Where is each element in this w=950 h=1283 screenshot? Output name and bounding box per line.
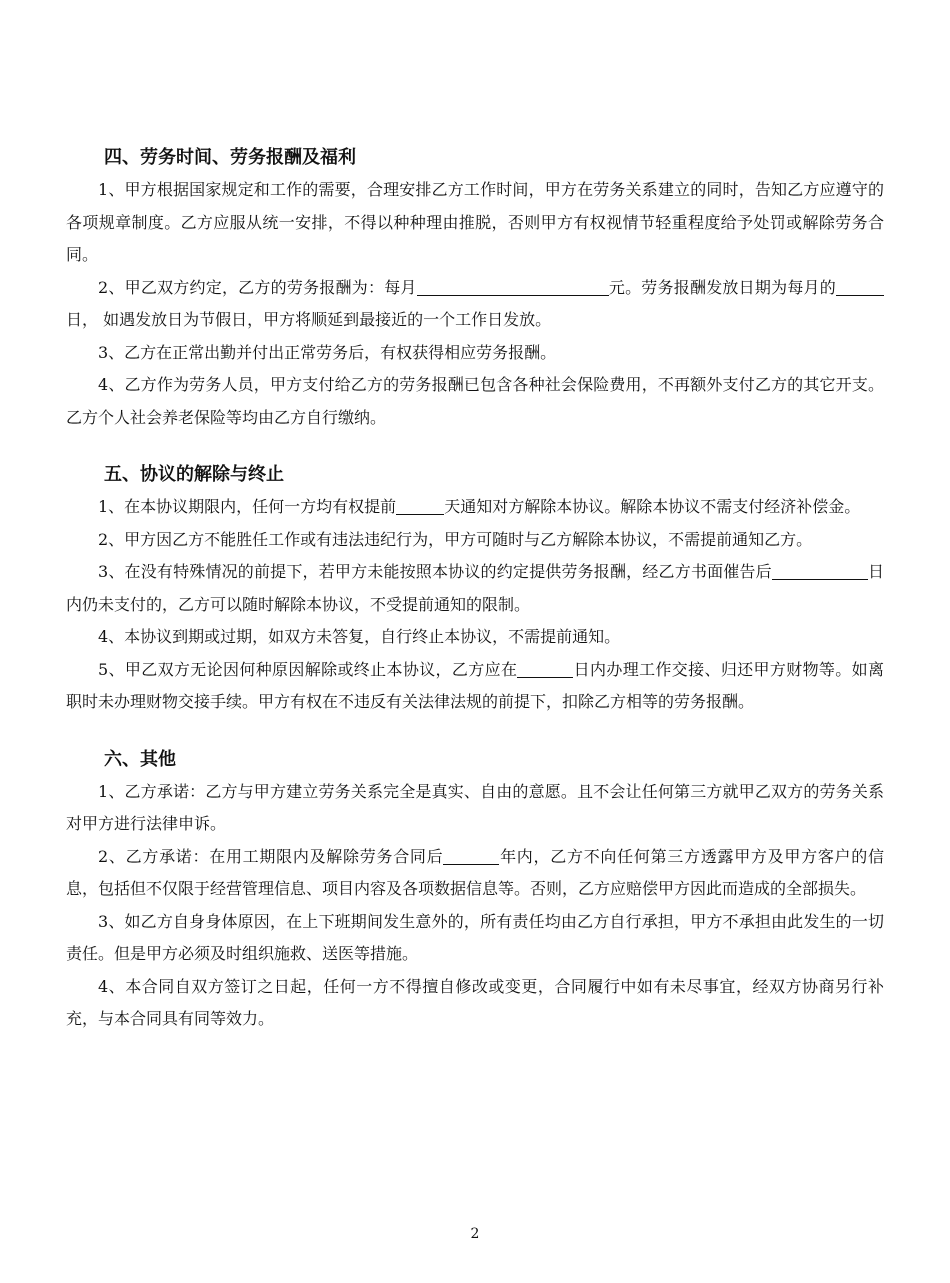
section-4 xyxy=(66,142,884,434)
section-title: 五、协议的解除与终止 xyxy=(104,464,284,485)
fill-in-blank xyxy=(396,500,444,515)
clause-paragraph xyxy=(66,337,884,370)
fill-in-blank xyxy=(836,281,884,296)
clause-text: 1、乙方承诺：乙方与甲方建立劳务关系完全是真实、自由的意愿。且不会让任何第三方就甲乙双方的劳务关系对甲方进行法律申诉。 xyxy=(66,781,884,833)
clause-text: 元。劳务报酬发放日期为每月的 xyxy=(608,277,836,297)
clause-text: 1、甲方根据国家规定和工作的需要，合理安排乙方工作时间，甲方在劳务关系建立的同时，告知乙方应遵守的各项规章制度。乙方应服从统一安排，不得以种种理由推脱，否则甲方有权视情节轻重程度给予处罚或解除劳务合同。 xyxy=(66,180,884,264)
fill-in-blank xyxy=(443,850,499,865)
clause-text: 2、乙方承诺：在用工期限内及解除劳务合同后 xyxy=(98,846,444,866)
section-title: 六、其他 xyxy=(104,748,176,770)
clause-paragraph xyxy=(66,272,884,337)
clause-paragraph xyxy=(66,556,884,621)
clause-text: 4、乙方作为劳务人员，甲方支付给乙方的劳务报酬已包含各种社会保险费用，不再额外支付乙方的其它开支。乙方个人社会养老保险等均由乙方自行缴纳。 xyxy=(66,375,884,427)
clause-text: 2、甲乙双方约定，乙方的劳务报酬为：每月 xyxy=(98,277,417,297)
clause-paragraph xyxy=(66,621,884,654)
document-body xyxy=(66,142,884,1036)
clause-text: 3、如乙方自身身体原因，在上下班期间发生意外的，所有责任均由乙方自行承担，甲方不承担由此发生的一切责任。但是甲方必须及时组织施救、送医等措施。 xyxy=(66,911,884,963)
clause-paragraph xyxy=(66,841,884,906)
clause-paragraph xyxy=(66,369,884,434)
clause-paragraph xyxy=(66,906,884,971)
clause-paragraph xyxy=(66,491,884,524)
clause-paragraph xyxy=(66,971,884,1036)
clause-paragraph xyxy=(66,776,884,841)
fill-in-blank xyxy=(772,565,868,580)
section-6 xyxy=(66,744,884,1036)
section-5 xyxy=(66,459,884,719)
clause-paragraph xyxy=(66,174,884,272)
clause-text: 1、在本协议期限内，任何一方均有权提前 xyxy=(98,497,397,516)
clause-text: 天通知对方解除本协议。解除本协议不需支付经济补偿金。 xyxy=(444,497,861,516)
clause-text: 日， 如遇发放日为节假日，甲方将顺延到最接近的一个工作日发放。 xyxy=(66,310,552,329)
fill-in-blank xyxy=(417,281,609,296)
clause-text: 年内，乙方不向任何第三方透露甲方及甲方客户的信息，包括但不仅限于经营管理信息、项目内容及各项数据信息等。否则，乙方应赔偿甲方因此而造成的全部损失。 xyxy=(66,846,884,898)
section-title: 四、劳务时间、劳务报酬及福利 xyxy=(104,147,356,168)
clause-paragraph xyxy=(66,654,884,719)
clause-text: 日内办理工作交接、归还甲方财物等。如离职时未办理财物交接手续。甲方有权在不违反有关法律法规的前提下，扣除乙方相等的劳务报酬。 xyxy=(66,659,884,711)
clause-text: 4、本合同自双方签订之日起，任何一方不得擅自修改或变更，合同履行中如有未尽事宜，经双方协商另行补充，与本合同具有同等效力。 xyxy=(66,976,884,1028)
clause-text: 5、甲乙双方无论因何种原因解除或终止本协议，乙方应在 xyxy=(98,659,518,679)
clause-text: 3、乙方在正常出勤并付出正常劳务后，有权获得相应劳务报酬。 xyxy=(98,342,557,362)
clause-text: 日内仍未支付的，乙方可以随时解除本协议，不受提前通知的限制。 xyxy=(66,562,884,614)
clause-text: 2、甲方因乙方不能胜任工作或有违法违纪行为，甲方可随时与乙方解除本协议，不需提前通知乙方。 xyxy=(98,529,813,549)
page-number: 2 xyxy=(470,1226,480,1242)
clause-text: 3、在没有特殊情况的前提下，若甲方未能按照本协议的约定提供劳务报酬，经乙方书面催告后 xyxy=(98,562,772,581)
clause-paragraph xyxy=(66,524,884,557)
fill-in-blank xyxy=(517,663,573,678)
clause-text: 4、本协议到期或过期，如双方未答复，自行终止本协议，不需提前通知。 xyxy=(98,627,621,646)
